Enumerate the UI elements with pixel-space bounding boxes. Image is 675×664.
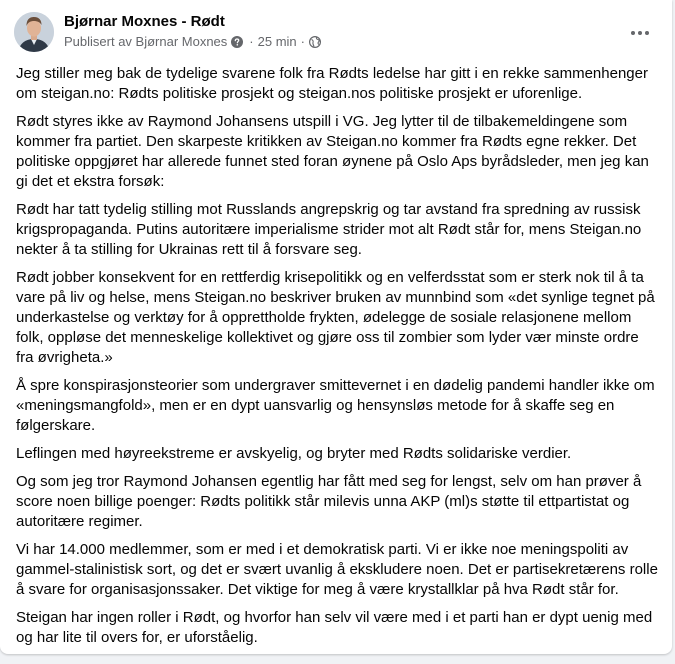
post-paragraph: Steigan har ingen roller i Rødt, og hvorfor han selv vil være med i et parti han er dypt uenig med og har lite til overs for, er uforståelig. xyxy=(16,609,653,646)
more-options-icon xyxy=(630,23,650,41)
meta-separator: · xyxy=(249,34,254,49)
post-paragraph: Og som jeg tror Raymond Johansen egentlig har fått med seg for lengst, selv om han prøver å score noen billige poenger: Rødts politikk står milevis unna AKP (ml)s støtte til ettpartistat og autoritære regimer. xyxy=(16,473,642,530)
post-meta xyxy=(64,34,325,50)
post-paragraph: Rødt jobber konsekvent for en rettferdig krisepolitikk og en velferdsstat som er sterk nok til å ta vare på liv og helse, mens Steigan.no beskriver bruken av munnbind som «det synlige tegnet på underkastelse og verktøy for å opprettholde frykten, ødelegge de sosiale relasjonene mellom folk, oppløse det menneskelige kollektivet og gjøre oss til zombier som lyder vær minste ordre fra øvrigheta.» xyxy=(16,269,655,366)
meta-separator-2: · xyxy=(300,34,305,49)
post-paragraph: Rødt styres ikke av Raymond Johansens utspill i VG. Jeg lytter til de tilbakemeldingene som kommer fra partiet. Den skarpeste kritikken av Steigan.no kommer fra Rødts egne rekker. Det politiske oppgjøret har allerede funnet sted foran øynene på Oslo Aps byrådsleder, men jeg kan gi det et ekstra forsøk: xyxy=(16,113,649,190)
post-paragraph: Rødt har tatt tydelig stilling mot Russlands angrepskrig og tar avstand fra spredning av russisk krigspropaganda. Putins autoritære imperialisme strider mot alt Rødt står for, mens Steigan.no nekter å ta stilling for Ukrainas rett til å forsvare seg. xyxy=(16,201,642,258)
post-paragraph: Jeg stiller meg bak de tydelige svarene folk fra Rødts ledelse har gitt i en rekke sammenhenger om steigan.no: Rødts politiske prosjekt og steigan.nos politiske prosjekt er uforenlige. xyxy=(16,65,648,102)
question-circle-icon[interactable] xyxy=(231,36,243,48)
author-avatar[interactable] xyxy=(14,12,54,52)
post-paragraph: Vi har 14.000 medlemmer, som er med i et demokratisk parti. Vi er ikke noe meningspoliti av gammel-stalinistisk sort, og det er svært uvanlig å ekskludere noen. Det er partisekretærens rolle å svare for organisasjonssaker. Det viktige for meg å være krystallklar på hva Rødt står for. xyxy=(16,541,658,598)
globe-icon[interactable] xyxy=(309,36,321,48)
post-text xyxy=(16,64,660,656)
published-by-text[interactable]: Publisert av Bjørnar Moxnes xyxy=(64,34,228,49)
post-paragraph: Å spre konspirasjonsteorier som undergraver smittevernet i en dødelig pandemi handler ikke om «meningsmangfold», men er en dypt uansvarlig og hensynsløs metode for å skaffe seg en følgerskare. xyxy=(16,377,655,434)
post-paragraph: Leflingen med høyreekstreme er avskyelig, og bryter med Rødts solidariske verdier. xyxy=(16,445,572,462)
post-timestamp[interactable]: 25 min xyxy=(257,34,297,49)
author-name[interactable]: Bjørnar Moxnes - Rødt xyxy=(64,13,225,30)
more-options-button[interactable] xyxy=(626,18,654,46)
post-header xyxy=(0,0,672,64)
